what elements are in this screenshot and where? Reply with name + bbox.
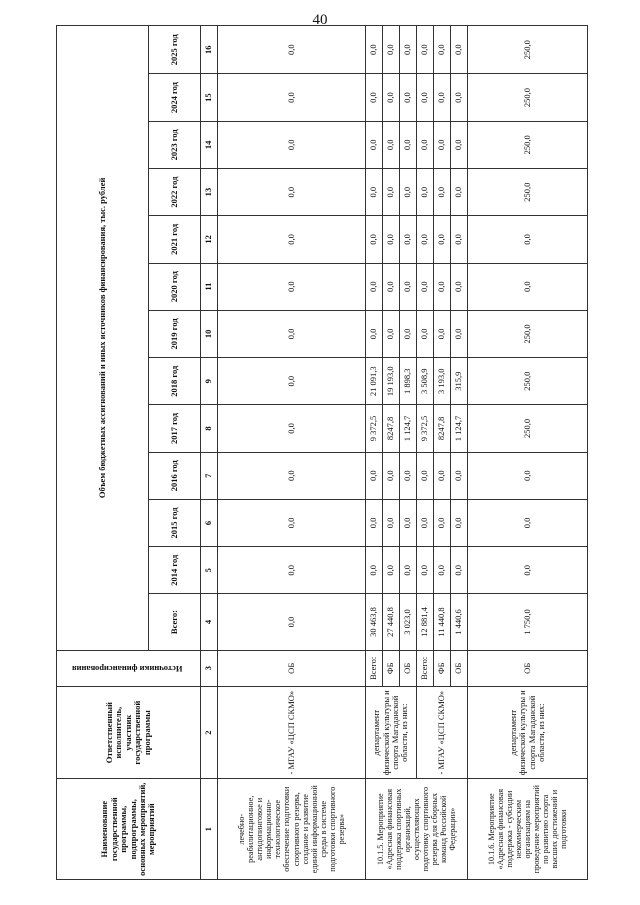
- cell-value: 250,0: [468, 405, 588, 452]
- cell-value: 0,0: [366, 452, 383, 499]
- header-year: 2019 год: [149, 310, 201, 357]
- col-number: 4: [201, 594, 218, 650]
- row-source: ФБ: [383, 650, 400, 686]
- cell-value: 0,0: [383, 263, 400, 310]
- col-number: 7: [201, 452, 218, 499]
- cell-value: 250,0: [468, 121, 588, 168]
- cell-value: 0,0: [451, 499, 468, 546]
- header-year: 2025 год: [149, 26, 201, 74]
- cell-value: 0,0: [366, 26, 383, 74]
- cell-value: 0,0: [400, 121, 417, 168]
- cell-value: 0,0: [400, 168, 417, 215]
- header-year: 2016 год: [149, 452, 201, 499]
- col-number: 16: [201, 26, 218, 74]
- col-number: 10: [201, 310, 218, 357]
- row-executor: департамент физической культуры и спорта Магаданской области, из них:: [366, 686, 417, 779]
- cell-value: 0,0: [417, 499, 434, 546]
- cell-value: 0,0: [383, 74, 400, 121]
- cell-value: 0,0: [366, 168, 383, 215]
- cell-value: 3 508,9: [417, 358, 434, 405]
- cell-value: 0,0: [383, 168, 400, 215]
- page-number: 40: [312, 12, 328, 28]
- col-number: 2: [201, 686, 218, 779]
- cell-value: 0,0: [434, 168, 451, 215]
- cell-value: 8247,8: [434, 405, 451, 452]
- cell-value: 0,0: [383, 310, 400, 357]
- cell-value: 0,0: [218, 358, 366, 405]
- cell-value: 0,0: [383, 121, 400, 168]
- cell-value: 0,0: [400, 74, 417, 121]
- header-year: 2022 год: [149, 168, 201, 215]
- cell-value: 0,0: [468, 263, 588, 310]
- cell-value: 0,0: [468, 547, 588, 594]
- col-number: 6: [201, 499, 218, 546]
- cell-value: 0,0: [451, 26, 468, 74]
- cell-value: 0,0: [434, 547, 451, 594]
- cell-value: 0,0: [218, 594, 366, 650]
- header-row-1: [57, 26, 149, 880]
- header-year: 2018 год: [149, 358, 201, 405]
- col-number: 12: [201, 216, 218, 263]
- cell-value: 0,0: [218, 216, 366, 263]
- cell-value: 0,0: [417, 26, 434, 74]
- row-source: ОБ: [400, 650, 417, 686]
- cell-value: 0,0: [383, 499, 400, 546]
- header-year: 2024 год: [149, 74, 201, 121]
- cell-value: 0,0: [383, 452, 400, 499]
- col-number: 8: [201, 405, 218, 452]
- row-name: 10.1.6. Мероприятие «Адресная финансовая поддержка - субсидии некоммерческим организациям на проведение мероприятий по развитию спорта высших достижений и подготовки: [468, 779, 588, 880]
- row-name: 10.1.5. Мероприятие «Адресная финансовая поддержка спортивных организаций, осуществляющих подготовку спортивного резерва для сборных команд Российской Федерации»: [366, 779, 468, 880]
- cell-value: 1 440,6: [451, 594, 468, 650]
- cell-value: 0,0: [218, 26, 366, 74]
- cell-value: 1 750,0: [468, 594, 588, 650]
- cell-value: 0,0: [417, 121, 434, 168]
- table-row: [468, 26, 588, 880]
- header-year: 2021 год: [149, 216, 201, 263]
- col-number: 9: [201, 358, 218, 405]
- cell-value: 0,0: [451, 310, 468, 357]
- cell-value: 0,0: [434, 452, 451, 499]
- cell-value: 0,0: [218, 310, 366, 357]
- cell-value: 0,0: [218, 168, 366, 215]
- cell-value: 0,0: [400, 216, 417, 263]
- header-year: 2020 год: [149, 263, 201, 310]
- cell-value: 27 440,8: [383, 594, 400, 650]
- col-number: 3: [201, 650, 218, 686]
- cell-value: 0,0: [400, 452, 417, 499]
- cell-value: 0,0: [383, 216, 400, 263]
- header-year: 2014 год: [149, 547, 201, 594]
- cell-value: 19 193,0: [383, 358, 400, 405]
- header-year: 2017 год: [149, 405, 201, 452]
- cell-value: 0,0: [434, 26, 451, 74]
- cell-value: 0,0: [417, 263, 434, 310]
- cell-value: 0,0: [451, 216, 468, 263]
- col-number: 15: [201, 74, 218, 121]
- cell-value: 0,0: [400, 26, 417, 74]
- col-number: 14: [201, 121, 218, 168]
- header-col3: [57, 650, 201, 686]
- column-number-row: [201, 26, 218, 880]
- cell-value: 9 372,5: [417, 405, 434, 452]
- cell-value: 0,0: [400, 310, 417, 357]
- cell-value: 3 023,0: [400, 594, 417, 650]
- cell-value: 0,0: [366, 499, 383, 546]
- cell-value: 0,0: [468, 216, 588, 263]
- table-row: [417, 26, 434, 880]
- row-executor: департамент физической культуры и спорта Магаданской области, из них:: [468, 686, 588, 779]
- cell-value: 0,0: [417, 310, 434, 357]
- cell-value: 0,0: [451, 168, 468, 215]
- cell-value: 0,0: [434, 310, 451, 357]
- header-col2: Ответственный исполнитель, участник государственной программы: [57, 686, 201, 779]
- cell-value: 21 091,3: [366, 358, 383, 405]
- cell-value: 8247,8: [383, 405, 400, 452]
- cell-value: 0,0: [366, 263, 383, 310]
- cell-value: 0,0: [451, 452, 468, 499]
- cell-value: 0,0: [218, 452, 366, 499]
- cell-value: 0,0: [468, 499, 588, 546]
- budget-table: [56, 25, 588, 880]
- header-year: 2015 год: [149, 499, 201, 546]
- cell-value: 1 898,3: [400, 358, 417, 405]
- cell-value: 30 463,8: [366, 594, 383, 650]
- cell-value: 0,0: [383, 26, 400, 74]
- rotated-table-container: [56, 25, 588, 880]
- cell-value: 12 881,4: [417, 594, 434, 650]
- cell-value: 0,0: [218, 499, 366, 546]
- cell-value: 250,0: [468, 26, 588, 74]
- col-number: 5: [201, 547, 218, 594]
- cell-value: 0,0: [400, 263, 417, 310]
- cell-value: 250,0: [468, 168, 588, 215]
- header-volume: Объем бюджетных ассигнований и иных источников финансирования, тыс. рублей: [57, 26, 149, 651]
- cell-value: 0,0: [434, 121, 451, 168]
- row-source: ОБ: [218, 650, 366, 686]
- row-executor: - МГАУ «ЦСП СКМО»: [218, 686, 366, 779]
- header-total: Всего:: [149, 594, 201, 650]
- table-row: [218, 26, 366, 880]
- cell-value: 315,9: [451, 358, 468, 405]
- cell-value: 1 124,7: [451, 405, 468, 452]
- table-row: [366, 26, 383, 880]
- cell-value: 0,0: [451, 263, 468, 310]
- cell-value: 250,0: [468, 310, 588, 357]
- cell-value: 0,0: [400, 499, 417, 546]
- cell-value: 3 193,0: [434, 358, 451, 405]
- row-source: ФБ: [434, 650, 451, 686]
- row-source: ОБ: [468, 650, 588, 686]
- cell-value: 0,0: [417, 168, 434, 215]
- cell-value: 0,0: [218, 547, 366, 594]
- cell-value: 0,0: [366, 74, 383, 121]
- cell-value: 0,0: [383, 547, 400, 594]
- cell-value: 0,0: [366, 310, 383, 357]
- header-col3-label: Источники финансирования: [72, 663, 183, 674]
- cell-value: 0,0: [218, 74, 366, 121]
- row-source: Всего:: [366, 650, 383, 686]
- col-number: 11: [201, 263, 218, 310]
- cell-value: 0,0: [468, 452, 588, 499]
- row-name: лечебно-реабилитационное, антидопинговое и информационно-технологическое обеспечение подготовки спортивного резерва, создание и развитие единой информационной среды в системе подготовки спортивного резерва»: [218, 779, 366, 880]
- row-executor: - МГАУ «ЦСП СКМО»: [417, 686, 468, 779]
- cell-value: 0,0: [451, 547, 468, 594]
- cell-value: 0,0: [417, 216, 434, 263]
- cell-value: 0,0: [434, 74, 451, 121]
- cell-value: 0,0: [434, 499, 451, 546]
- cell-value: 0,0: [451, 121, 468, 168]
- cell-value: 250,0: [468, 74, 588, 121]
- cell-value: 9 372,5: [366, 405, 383, 452]
- col-number: 1: [201, 779, 218, 880]
- header-col1: Наименование государственной программы, подпрограммы, основных мероприятий, мероприятий: [57, 779, 201, 880]
- col-number: 13: [201, 168, 218, 215]
- cell-value: 0,0: [218, 405, 366, 452]
- cell-value: 0,0: [366, 216, 383, 263]
- cell-value: 1 124,7: [400, 405, 417, 452]
- cell-value: 11 440,8: [434, 594, 451, 650]
- cell-value: 0,0: [434, 263, 451, 310]
- cell-value: 0,0: [218, 263, 366, 310]
- cell-value: 0,0: [417, 547, 434, 594]
- cell-value: 0,0: [451, 74, 468, 121]
- cell-value: 250,0: [468, 358, 588, 405]
- row-source: Всего:: [417, 650, 434, 686]
- header-year: 2023 год: [149, 121, 201, 168]
- cell-value: 0,0: [366, 121, 383, 168]
- cell-value: 0,0: [417, 74, 434, 121]
- cell-value: 0,0: [434, 216, 451, 263]
- cell-value: 0,0: [218, 121, 366, 168]
- row-source: ОБ: [451, 650, 468, 686]
- cell-value: 0,0: [400, 547, 417, 594]
- cell-value: 0,0: [366, 547, 383, 594]
- cell-value: 0,0: [417, 452, 434, 499]
